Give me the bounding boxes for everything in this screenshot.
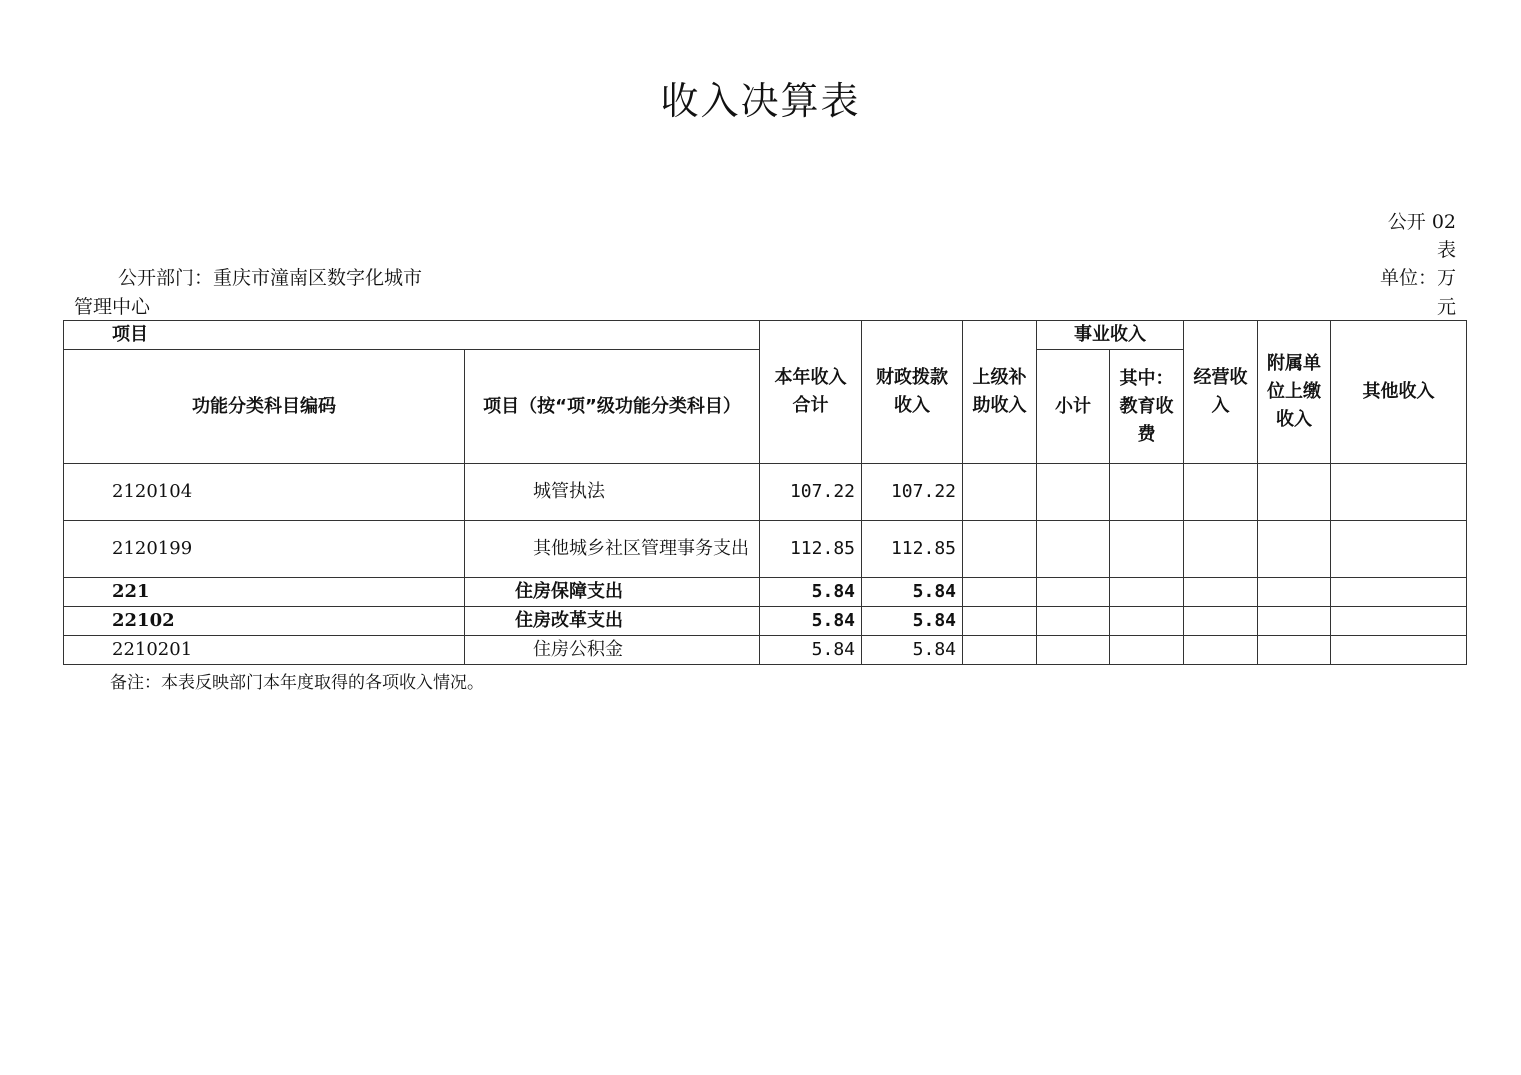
- header-subsidy: 上级补助收入: [963, 321, 1037, 464]
- header-operating: 经营收入: [1184, 321, 1258, 464]
- header-other: 其他收入: [1331, 321, 1467, 464]
- header-code: 功能分类科目编码: [64, 350, 465, 464]
- department-label: 公开部门：重庆市潼南区数字化城市管理中心: [74, 267, 423, 318]
- header-total: 本年收入合计: [760, 321, 862, 464]
- table-row: [64, 578, 1467, 607]
- header-name: 项目（按“项”级功能分类科目）: [465, 350, 760, 464]
- row-name: 住房保障支出: [465, 578, 760, 607]
- row-fiscal: 107.22: [862, 464, 963, 521]
- header-project: 项目: [64, 321, 760, 350]
- row-fiscal: 5.84: [862, 578, 963, 607]
- row-name: 住房公积金: [465, 636, 760, 665]
- row-fiscal: 5.84: [862, 636, 963, 665]
- table-row: [64, 636, 1467, 665]
- table-note: 备注：本表反映部门本年度取得的各项收入情况。: [110, 673, 484, 693]
- table-row: [64, 464, 1467, 521]
- header-subtotal: 小计: [1037, 350, 1110, 464]
- row-fiscal: 5.84: [862, 607, 963, 636]
- form-number: 公开 02 表: [1387, 211, 1456, 261]
- row-total: 5.84: [760, 607, 862, 636]
- unit-label: 单位：万元: [1379, 267, 1456, 318]
- row-total: 5.84: [760, 636, 862, 665]
- table-row: [64, 607, 1467, 636]
- row-name: 其他城乡社区管理事务支出: [465, 521, 760, 578]
- page-title: 收入决算表: [660, 79, 861, 123]
- row-code: 2210201: [64, 636, 465, 665]
- header-education: 其中：教育收费: [1110, 350, 1184, 464]
- table-row: [64, 521, 1467, 578]
- header-business: 事业收入: [1037, 321, 1184, 350]
- header-fiscal: 财政拨款收入: [862, 321, 963, 464]
- row-total: 112.85: [760, 521, 862, 578]
- row-total: 5.84: [760, 578, 862, 607]
- header-affiliated: 附属单位上缴收入: [1258, 321, 1331, 464]
- row-code: 22102: [64, 607, 465, 636]
- row-name: 住房改革支出: [465, 607, 760, 636]
- row-total: 107.22: [760, 464, 862, 521]
- row-fiscal: 112.85: [862, 521, 963, 578]
- row-code: 221: [64, 578, 465, 607]
- row-name: 城管执法: [465, 464, 760, 521]
- income-table: [63, 320, 1467, 665]
- row-code: 2120104: [64, 464, 465, 521]
- row-code: 2120199: [64, 521, 465, 578]
